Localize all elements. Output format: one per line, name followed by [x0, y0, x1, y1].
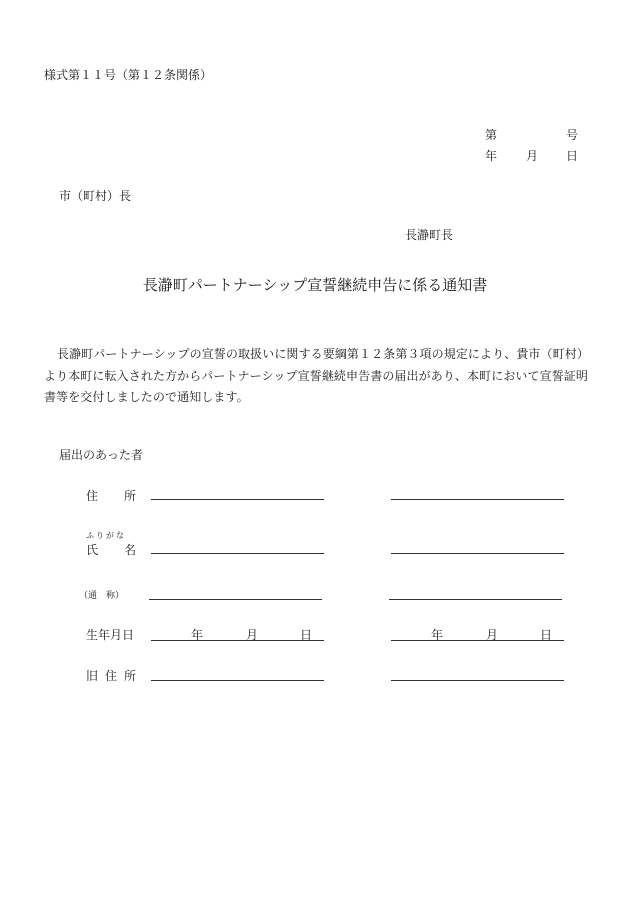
birthdate-line-2[interactable] — [391, 640, 564, 641]
section-label: 届出のあった者 — [59, 448, 143, 462]
birth-year-label-1: 年 — [191, 628, 204, 642]
birthdate-line-1[interactable] — [151, 640, 324, 641]
date-day-label: 日 — [566, 149, 579, 163]
body-text: 長瀞町パートナーシップの宣誓の取扱いに関する要綱第１２条第３項の規定により、貴市（町村）より本町に転入された方からパートナーシップ宣誓継続申告書の届出があり、本町において宣誓証明書等を交付しましたので通知します。 — [44, 347, 589, 404]
alias-line-1[interactable] — [149, 599, 322, 600]
name-label-2: 名 — [124, 543, 137, 557]
address-label-2: 所 — [124, 489, 137, 503]
number-label: 第 — [485, 128, 498, 142]
recipient: 市（町村）長 — [59, 189, 132, 203]
birthdate-label: 生年月日 — [86, 628, 135, 642]
former-address-line-1[interactable] — [151, 680, 324, 681]
furigana-label: ふりがな — [86, 531, 126, 540]
name-line-1[interactable] — [151, 553, 324, 554]
name-line-2[interactable] — [391, 553, 564, 554]
address-line-2[interactable] — [391, 499, 564, 500]
alias-label: （通 称） — [79, 591, 125, 601]
birth-month-label-2: 月 — [486, 628, 499, 642]
form-number: 様式第１１号（第１２条関係） — [44, 68, 213, 82]
number-suffix: 号 — [566, 128, 579, 142]
address-label-1: 住 — [86, 489, 99, 503]
former-address-label-3: 所 — [124, 669, 137, 683]
date-month-label: 月 — [526, 149, 539, 163]
former-address-line-2[interactable] — [391, 680, 564, 681]
birth-day-label-2: 日 — [540, 628, 553, 642]
birth-month-label-1: 月 — [246, 628, 259, 642]
document-title: 長瀞町パートナーシップ宣誓継続申告に係る通知書 — [142, 276, 488, 294]
name-label-1: 氏 — [86, 543, 99, 557]
former-address-label-1: 旧 — [86, 669, 99, 683]
former-address-label-2: 住 — [105, 669, 118, 683]
alias-line-2[interactable] — [389, 599, 562, 600]
birth-year-label-2: 年 — [431, 628, 444, 642]
sender: 長瀞町長 — [405, 228, 454, 242]
date-year-label: 年 — [485, 149, 498, 163]
address-line-1[interactable] — [151, 499, 324, 500]
birth-day-label-1: 日 — [300, 628, 313, 642]
